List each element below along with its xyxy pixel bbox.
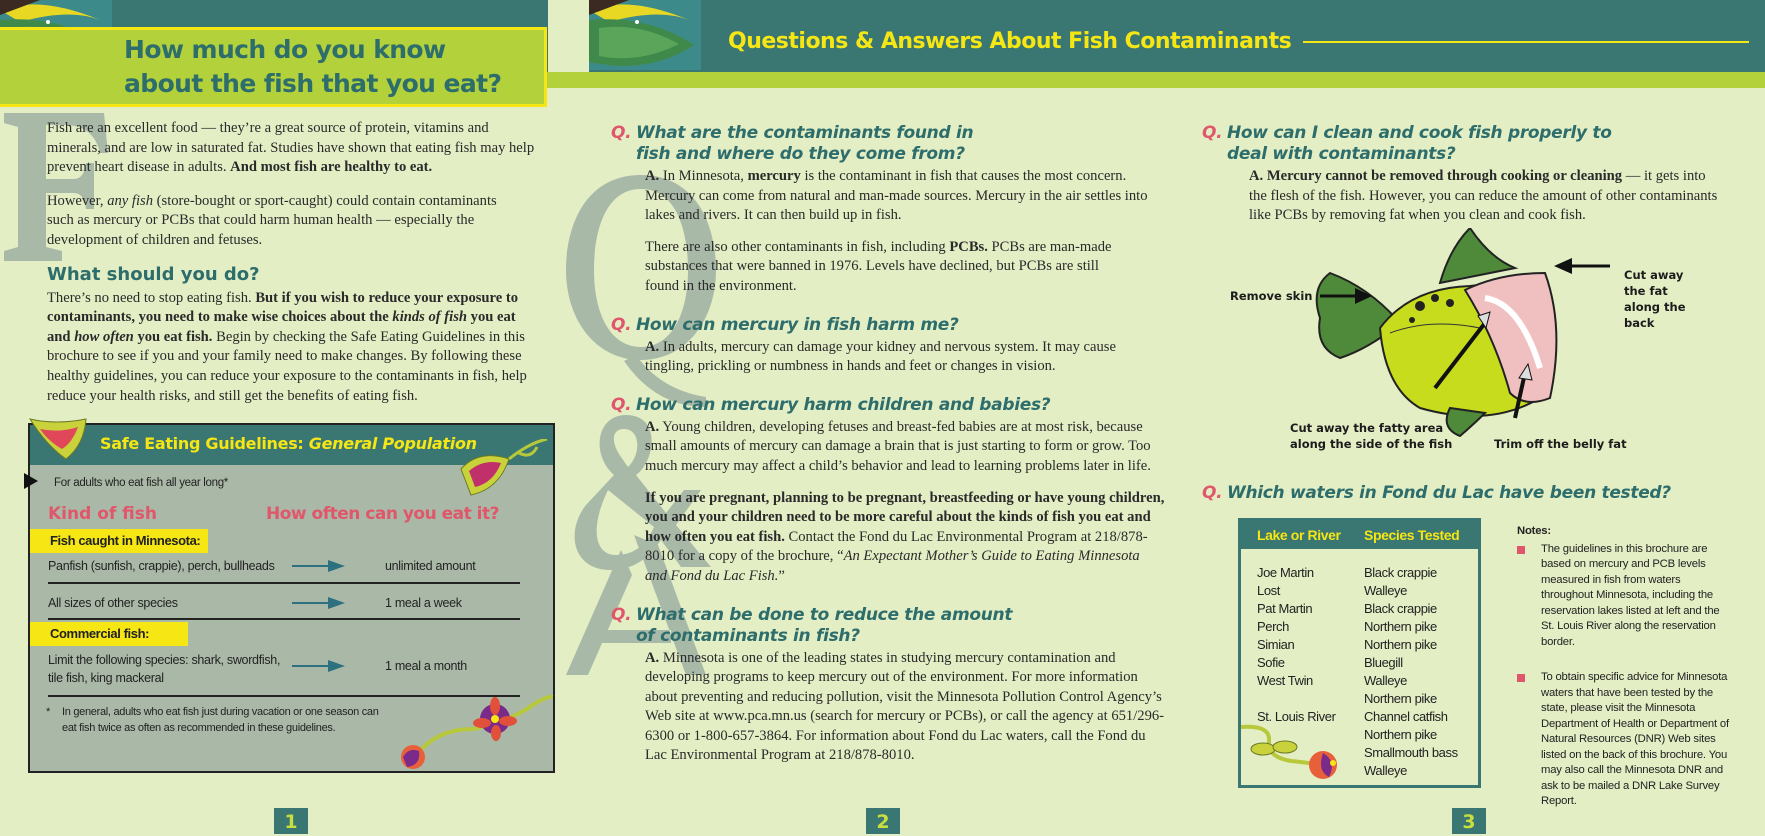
column-how-often: How often can you eat it?	[266, 504, 499, 524]
text-run: — it gets into the flesh of the fish. However, you can reduce the amount of other contaminants like PCBs by removing fat when you clean and cook fish.	[1249, 168, 1718, 224]
table-row	[1241, 601, 1478, 619]
safe-eating-guidelines-box	[28, 423, 555, 773]
question-mark-label: Q.	[611, 604, 632, 625]
text-run: Fish are an excellent food — they’re a great source of protein, vitamins and minerals, and are low in saturated fat. Studies have shown that eating fish may help prevent heart disease in adults.	[47, 120, 535, 176]
qa-title-row	[728, 28, 1749, 56]
question-tested-waters	[1202, 483, 1747, 504]
question-text: What can be done to reduce the amount of contaminants in fish?	[636, 604, 1013, 646]
guidelines-title	[100, 434, 477, 454]
guidelines-footnote: In general, adults who eat fish just during vacation or one season can eat fish twice as often as recommended in these guidelines.	[62, 706, 379, 734]
table-row	[1241, 655, 1478, 673]
guidelines-title-main: Safe Eating Guidelines:	[100, 434, 309, 453]
text-run: A.	[645, 418, 660, 435]
species-cell: Northern pike	[1364, 637, 1437, 652]
question-harm-children	[611, 394, 1166, 416]
label-cut-back-fat: Cut away the fat along the back	[1624, 268, 1686, 330]
question-text: What are the contaminants found in fish and where do they come from?	[636, 123, 974, 164]
label-remove-skin: Remove skin	[1230, 289, 1313, 303]
row-divider	[48, 582, 520, 584]
guidelines-subtitle: For adults who eat fish all year long*	[54, 477, 228, 489]
question-harm-me	[611, 314, 1166, 336]
species-cell: Black crappie	[1364, 565, 1437, 580]
page1-title-line1: How much do you know	[124, 35, 446, 64]
question-mark-label: Q.	[611, 314, 632, 335]
what-to-do-heading: What should you do?	[47, 263, 260, 285]
text-run: A.	[645, 168, 660, 184]
page1-text-column	[47, 119, 539, 406]
text-run: any fish	[107, 192, 154, 209]
note-item	[1517, 670, 1732, 810]
row-divider	[48, 618, 520, 620]
row1-often: unlimited amount	[385, 559, 476, 573]
header-lake-or-river: Lake or River	[1257, 527, 1341, 543]
tested-waters-table	[1238, 518, 1481, 788]
text-run: is the contaminant in fish that causes the most concern. Mercury can come from natural and man-made sources. Mercury in the air settles into lakes and rivers. It can then build up in fish.	[645, 168, 1148, 224]
question-text: How can mercury harm children and babies?	[636, 394, 1051, 415]
question-contaminants	[611, 123, 996, 165]
text-run: Young children, developing fetuses and breast-fed babies are at most risk, because small amounts of mercury can damage a brain that is just starting to form or grow. Too much mercury may affect a child’s behavior and lead to learning problems later in life.	[645, 418, 1151, 474]
question-mark-label: Q.	[1202, 123, 1223, 143]
lake-cell: Simian	[1257, 637, 1295, 652]
lake-cell: West Twin	[1257, 673, 1313, 688]
text-run: kinds of fish	[392, 309, 467, 326]
label-cut-side-fat: Cut away the fatty area along the side of the fish	[1290, 421, 1453, 451]
species-cell: Walleye	[1364, 583, 1407, 598]
row3-often: 1 meal a month	[385, 659, 467, 673]
lake-cell: St. Louis River	[1257, 709, 1336, 724]
species-cell: Northern pike	[1364, 727, 1437, 742]
answer-reduce-contaminants	[645, 649, 1165, 767]
qa-page-title: Questions & Answers About Fish Contaminants	[728, 29, 1292, 54]
text-run: PCBs.	[949, 238, 988, 255]
header-species-tested: Species Tested	[1364, 527, 1460, 543]
row1-kind: Panfish (sunfish, crappie), perch, bullheads	[48, 559, 275, 573]
flower-vine-ornament-icon	[395, 691, 555, 771]
text-run: Contact the Fond du Lac Environmental Program at 218/878-8010 for a copy of the brochure, “	[645, 528, 1148, 565]
pregnancy-advice	[645, 489, 1165, 587]
page-number-2: 2	[866, 808, 900, 834]
table-row	[1241, 673, 1478, 691]
note-bullet-icon	[1517, 546, 1525, 554]
row2-kind: All sizes of other species	[48, 596, 178, 610]
species-cell: Black crappie	[1364, 601, 1437, 616]
answer-contaminants	[645, 167, 1155, 226]
question-text: How can I clean and cook fish properly to deal with contaminants?	[1227, 123, 1612, 164]
note-item	[1517, 542, 1732, 651]
text-run: A.	[645, 338, 660, 355]
qa-header-stripe	[548, 72, 1765, 88]
section-minnesota-fish: Fish caught in Minnesota:	[30, 529, 208, 553]
title-rule	[1303, 41, 1749, 43]
text-run: how often	[74, 328, 134, 345]
lake-cell: Lost	[1257, 583, 1280, 598]
notes-list	[1517, 542, 1732, 810]
text-run: Begin by checking the Safe Eating Guidelines in this brochure to see if you and your family need to make changes. By following these healthy guidelines, you can reduce your exposure to the contaminants in fish, help reduce your health risks, and still get the benefits of eating fish.	[47, 328, 527, 404]
page3-top-column	[1202, 123, 1727, 226]
species-cell: Walleye	[1364, 763, 1407, 778]
flower-vine-ornament-icon	[1241, 721, 1341, 783]
lake-cell: Sofie	[1257, 655, 1285, 670]
lake-cell: Joe Martin	[1257, 565, 1314, 580]
table-header	[1241, 521, 1478, 549]
label-trim-belly-fat: Trim off the belly fat	[1494, 437, 1627, 451]
species-cell: Walleye	[1364, 673, 1407, 688]
page2-text-column	[611, 123, 1166, 766]
answer-harm-me	[645, 338, 1165, 377]
species-cell: Northern pike	[1364, 691, 1437, 706]
arrow-right-icon	[292, 560, 345, 572]
row3-kind: Limit the following species: shark, swordfish, tile fish, king mackeral	[48, 653, 281, 685]
text-run: But if you wish to reduce your exposure to contaminants, you need to make wise choices about the	[47, 289, 519, 326]
text-run: A.	[645, 649, 660, 666]
table-row	[1241, 565, 1478, 583]
text-run: PCBs are man-made substances that were banned in 1976. Levels have declined, but PCBs are still found in the environment.	[645, 238, 1112, 294]
table-row	[1241, 583, 1478, 601]
question-mark-label: Q.	[611, 394, 632, 415]
page1-title-line2: about the fish that you eat?	[124, 69, 502, 98]
notes-title: Notes:	[1517, 525, 1551, 537]
text-run: (store-bought or sport-caught) could contain contaminants such as mercury or PCBs that could harm human health — especially the development of children and fetuses.	[47, 192, 497, 248]
text-run: A. Mercury cannot be removed through cooking or cleaning	[1249, 168, 1623, 184]
question-reduce-contaminants	[611, 604, 1026, 647]
note-bullet-icon	[1517, 674, 1525, 682]
text-run: An Expectant Mother’s Guide to Eating Minnesota and Fond du Lac Fish.	[645, 548, 1140, 584]
question-text: How can mercury in fish harm me?	[636, 314, 959, 335]
intro-paragraph-1	[47, 119, 539, 178]
notes-section	[1517, 524, 1732, 810]
text-run: There are also other contaminants in fish, including	[645, 238, 950, 255]
flower-ornament-icon	[459, 439, 549, 501]
section-commercial-fish: Commercial fish:	[30, 622, 188, 646]
table-row	[1241, 691, 1478, 709]
species-cell: Smallmouth bass	[1364, 745, 1458, 760]
page1-title-box	[0, 27, 547, 107]
note-text: To obtain specific advice for Minnesota waters that have been tested by the state, please visit the Minnesota Department of Health or Department of Natural Resources (DNR) Web sites listed on the back of this brochure. You may also call the Minnesota DNR and ask to be mailed a DNR Lake Survey Report.	[1541, 671, 1729, 807]
question-mark-label: Q.	[1202, 483, 1223, 503]
answer-harm-children	[645, 418, 1165, 477]
lake-cell: Pat Martin	[1257, 601, 1313, 616]
question-clean-cook	[1202, 123, 1657, 165]
page-number-1: 1	[274, 808, 308, 834]
table-row	[1241, 637, 1478, 655]
arrow-right-icon	[292, 597, 345, 609]
column-kind-of-fish: Kind of fish	[48, 504, 158, 524]
question-text: Which waters in Fond du Lac have been tested?	[1227, 483, 1671, 503]
leaf-ornament-icon	[26, 415, 92, 465]
text-run: If you are pregnant, planning to be pregnant, breastfeeding or have young children, you and your children need to be more careful about the kinds of fish you eat and how often you eat fish.	[645, 489, 1165, 545]
question-mark-label: Q.	[611, 123, 632, 143]
fish-cleaning-illustration	[1300, 228, 1630, 438]
answer-pcbs	[645, 238, 1115, 297]
species-cell: Bluegill	[1364, 655, 1403, 670]
text-run: However,	[47, 192, 108, 209]
species-cell: Channel catfish	[1364, 709, 1448, 724]
lake-cell: Perch	[1257, 619, 1289, 634]
text-run: And most fish are healthy to eat.	[230, 159, 433, 176]
text-run: In Minnesota,	[659, 168, 748, 184]
fish-head-image	[589, 0, 701, 70]
pointer-triangle-icon	[24, 473, 38, 489]
page-number-3: 3	[1452, 808, 1486, 834]
text-run: Minnesota is one of the leading states in studying mercury contamination and developing programs to keep mercury out of the environment. For more information about preventing and reducing pollution, visit the Minnesota Pollution Control Agency’s Web site at www.pca.mn.us (search for mercury or PCBs), or call the agency at 651/296-6300 or 1-800-657-3864. For information about Fond du Lac waters, call the Fond du Lac Environmental Program at 218/878-8010.	[645, 649, 1165, 764]
answer-clean-cook	[1249, 167, 1719, 226]
text-run: There’s no need to stop eating fish.	[47, 289, 256, 306]
intro-paragraph-2	[47, 192, 517, 251]
note-text: The guidelines in this brochure are based on mercury and PCB levels measured in fish from waters throughout Minnesota, including the reservation lakes listed at left and the St. Louis River along the reservation border.	[1541, 542, 1720, 648]
text-run: In adults, mercury can damage your kidney and nervous system. It may cause tingling, prickling or numbness in hands and feet or changes in vision.	[645, 338, 1116, 375]
text-run: you eat and	[47, 309, 516, 345]
guidelines-title-population: General Population	[308, 434, 477, 453]
what-to-do-paragraph	[47, 289, 539, 407]
table-row	[1241, 619, 1478, 637]
row2-often: 1 meal a week	[385, 596, 462, 610]
lake-cell	[1241, 691, 1364, 709]
arrow-right-icon	[292, 660, 345, 672]
text-run: ”	[778, 567, 785, 584]
species-cell: Northern pike	[1364, 619, 1437, 634]
text-run: mercury	[747, 168, 801, 184]
text-run: you eat fish.	[133, 328, 213, 345]
footnote-mark: *	[46, 706, 50, 718]
